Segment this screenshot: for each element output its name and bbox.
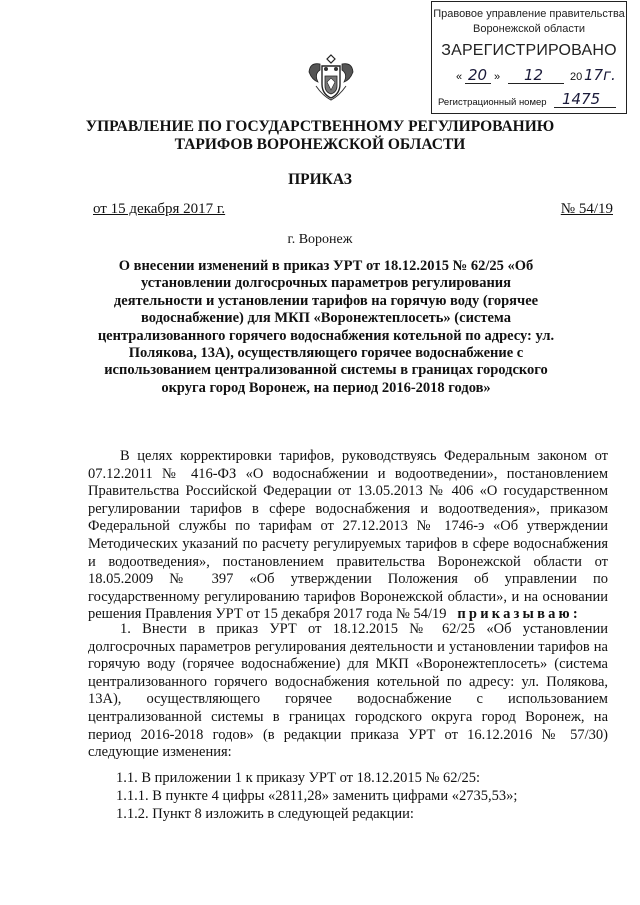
order-word: приказываю: bbox=[457, 606, 581, 623]
stamp-authority-line2: Воронежской области bbox=[472, 23, 585, 35]
stamp-authority-line1: Правовое управление правительства bbox=[433, 8, 625, 20]
coat-of-arms-icon bbox=[308, 52, 354, 102]
registration-stamp bbox=[431, 1, 627, 114]
org-title-line2: ТАРИФОВ ВОРОНЕЖСКОЙ ОБЛАСТИ bbox=[174, 136, 466, 153]
stamp-month: 12 bbox=[524, 66, 544, 84]
stamp-reg-underline bbox=[554, 107, 616, 108]
item-1-1-1: 1.1.1. В пункте 4 цифры «2811,28» заменить цифрами «2735,53»; bbox=[116, 788, 518, 804]
stamp-reg-number: 1475 bbox=[562, 90, 601, 108]
stamp-date bbox=[444, 66, 618, 87]
stamp-month-underline bbox=[508, 83, 564, 84]
item-1-1: 1.1. В приложении 1 к приказу УРТ от 18.12.2015 № 62/25: bbox=[116, 770, 481, 786]
org-title-line1: УПРАВЛЕНИЕ ПО ГОСУДАРСТВЕННОМУ РЕГУЛИРОВАНИЮ bbox=[85, 118, 555, 135]
stamp-year-prefix: 20 bbox=[570, 71, 583, 83]
stamp-day: 20 bbox=[468, 66, 488, 84]
document-number: № 54/19 bbox=[560, 201, 613, 217]
preamble-text: В целях корректировки тарифов, руководствуясь Федеральным законом от 07.12.2011 № 416-ФЗ «О водоснабжении и водоотведении», постановлением Правительства Российской Федерации от 13.05.2013 № 406 «О государственном регулировании тарифов в сфере водоснабжения и водоотведения», приказом Федеральной службы по тарифам от 27.12.2013 № 1746-э «Об утверждении Методических указаний по расчету регулируемых тарифов в сфере водоснабжения и водоотведения», постановлением правительства Воронежской области от 18.05.2009 № 397 «Об утверждении Положения об управлении по государственному регулированию тарифов Воронежской области», и на основании решения Правления УРТ от 15 декабря 2017 года № 54/19 bbox=[88, 448, 608, 623]
document-subject: О внесении изменений в приказ УРТ от 18.12.2015 № 62/25 «Об установлении долгосрочных параметров регулирования деятельности и установлении тарифов на горячую воду (горячее водоснабжение) для МКП «Воронежтеплосеть» (система централизованного горячего водоснабжения котельной по адресу: ул. Полякова, 13А), осуществляющего горячее водоснабжение с использованием централизованной системы в границах городского округа город Воронеж, на период 2016-2018 годов» bbox=[97, 258, 555, 396]
document-date: от 15 декабря 2017 г. bbox=[93, 201, 226, 217]
document-type: ПРИКАЗ bbox=[288, 171, 352, 188]
item-1: 1. Внести в приказ УРТ от 18.12.2015 № 62/25 «Об установлении долгосрочных параметров регулирования деятельности и установлении тарифов на горячую воду (горячее водоснабжение) для МКП «Воронежтеплосеть» (система централизованного горячего водоснабжения котельной по адресу: ул. Полякова, 13А), осуществляющего горячее водоснабжение с использованием централизованной системы в границах городского округа город Воронеж, на период 2016-2018 годов» (в редакции приказа УРТ от 16.12.2016 № 57/30) следующие изменения: bbox=[88, 621, 608, 761]
document-city: г. Воронеж bbox=[287, 232, 353, 247]
stamp-status: ЗАРЕГИСТРИРОВАНО bbox=[441, 42, 617, 59]
stamp-quote-open: « bbox=[456, 71, 463, 83]
stamp-year-suffix: 17г. bbox=[584, 66, 616, 84]
stamp-reg-label: Регистрационный номер bbox=[438, 97, 547, 108]
stamp-quote-close: » bbox=[494, 71, 501, 83]
preamble-paragraph bbox=[88, 448, 608, 624]
item-1-1-2: 1.1.2. Пункт 8 изложить в следующей редакции: bbox=[116, 806, 414, 822]
stamp-day-underline bbox=[465, 83, 491, 84]
